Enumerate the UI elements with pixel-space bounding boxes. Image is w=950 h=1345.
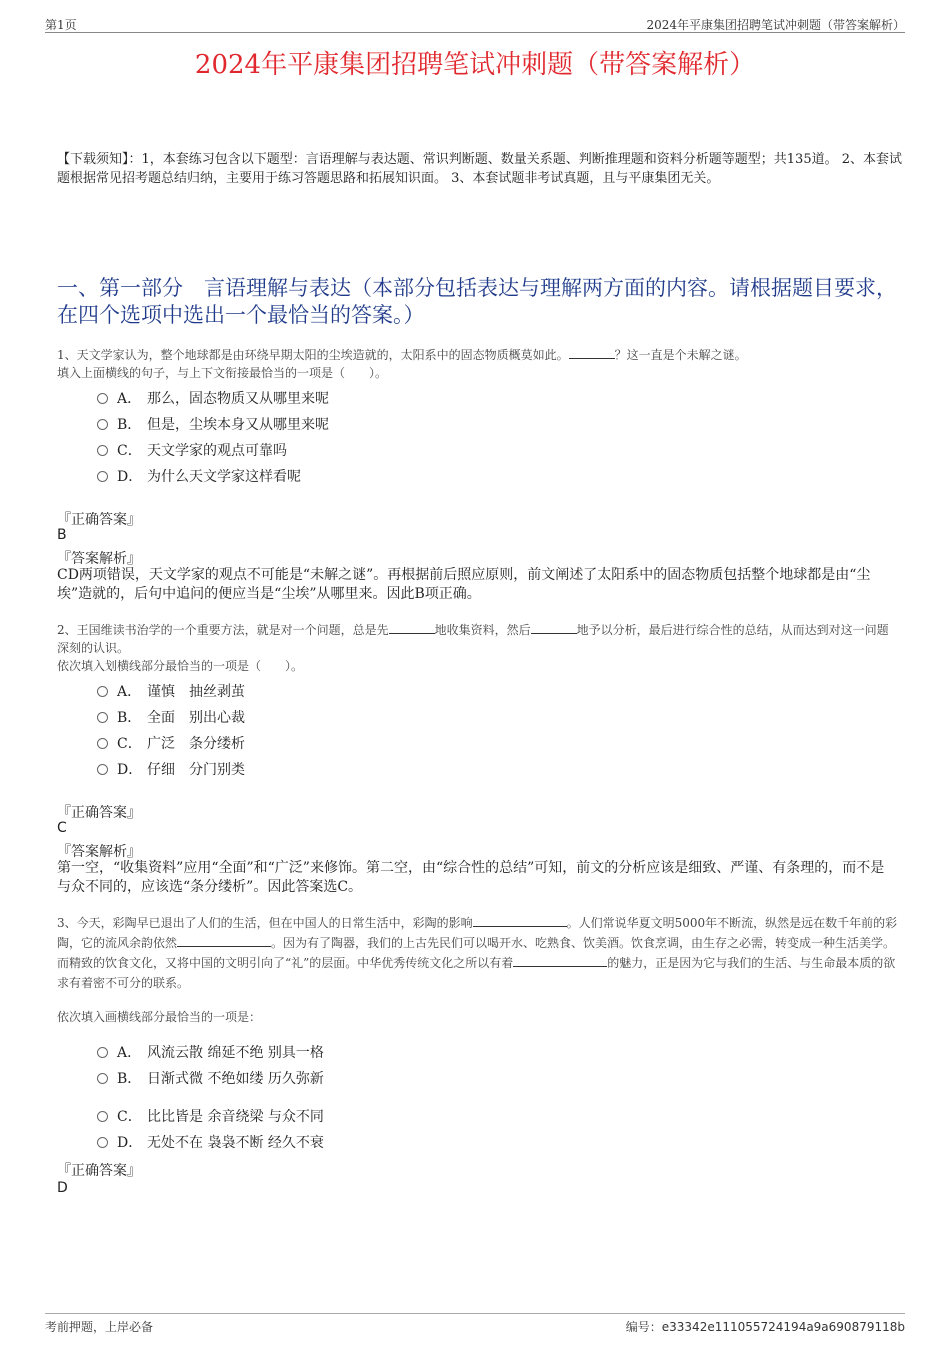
option-letter: B． (117, 417, 142, 433)
footer-code-label: 编号： (625, 1320, 662, 1334)
option-letter: A． (117, 684, 142, 700)
q1-analysis-label: 『答案解析』 (57, 551, 141, 567)
option-text: 日渐式微 不绝如缕 历久弥新 (147, 1071, 324, 1087)
q1-stem-part: ？这一直是个未解之谜。 (614, 348, 747, 362)
q1-option-a[interactable] (97, 385, 329, 411)
option-text: 但是，尘埃本身又从哪里来呢 (147, 417, 329, 433)
option-text: 全面 别出心裁 (147, 710, 245, 726)
footer-code-value: e33342e111055724194a9a690879118b (661, 1320, 905, 1334)
radio-icon[interactable] (97, 419, 108, 430)
q3-stem-instruction: 依次填入画横线部分最恰当的一项是： (57, 1010, 262, 1024)
radio-icon[interactable] (97, 738, 108, 749)
q3-blank (473, 926, 567, 927)
question-2-options (97, 678, 245, 782)
q2-analysis: 第一空，“收集资料”应用“全面”和“广泛”来修饰。第二空，由“综合性的总结”可知，前文的分析应该是细致、严谨、有条理的，而不是与众不同的，应该选“条分缕析”。因此答案选C。 (57, 860, 885, 895)
q3-stem-part: 。人们常说华夏文明5000年不断流，纵然是远在数千年前的彩陶，它的流风余韵依然 (57, 916, 898, 950)
option-text: 天文学家的观点可靠吗 (147, 443, 287, 459)
q3-stem-part: 。因为有了陶器，我们的上古先民们可以喝开水、吃熟食、饮美酒。饮食烹调，由生存之必需，转变成一种生活美学。而精致的饮食文化，又将中国的文明引向了“礼”的层面。中华优秀传统文化之所以有着 (57, 936, 896, 970)
q2-option-a[interactable] (97, 678, 245, 704)
q3-blank (513, 966, 607, 967)
option-text: 无处不在 袅袅不断 经久不衰 (147, 1135, 324, 1151)
radio-icon[interactable] (97, 712, 108, 723)
q1-stem-part: 1、天文学家认为，整个地球都是由环绕早期太阳的尘埃造就的，太阳系中的固态物质概莫如此。 (57, 348, 569, 362)
footer-code (626, 1318, 905, 1335)
q3-stem-part: 3、今天，彩陶早已退出了人们的生活，但在中国人的日常生活中，彩陶的影响 (57, 916, 473, 930)
q1-option-d[interactable] (97, 463, 329, 489)
q2-blank (531, 633, 577, 634)
q2-blank (389, 633, 435, 634)
radio-icon[interactable] (97, 393, 108, 404)
q1-option-c[interactable] (97, 437, 329, 463)
q1-stem-instruction: 填入上面横线的句子，与上下文衔接最恰当的一项是（ ）。 (57, 366, 388, 380)
question-1-stem (57, 346, 899, 382)
q3-option-a[interactable] (97, 1039, 324, 1065)
option-letter: C． (117, 736, 142, 752)
footer-slogan: 考前押题，上岸必备 (45, 1320, 154, 1334)
option-letter: C． (117, 1109, 142, 1125)
radio-icon[interactable] (97, 1073, 108, 1084)
q3-stem-part: 的魅力，正是因为它与我们的生活、与生命最本质的欲求有着密不可分的联系。 (57, 956, 896, 990)
question-3-options-bottom (97, 1103, 324, 1155)
option-text: 谨慎 抽丝剥茧 (147, 684, 245, 700)
q3-option-b[interactable] (97, 1065, 324, 1091)
q2-option-b[interactable] (97, 704, 245, 730)
question-3-options-top (97, 1039, 324, 1091)
q3-option-d[interactable] (97, 1129, 324, 1155)
q2-stem-part: 2、王国维读书治学的一个重要方法，就是对一个问题，总是先 (57, 623, 389, 637)
q2-option-c[interactable] (97, 730, 245, 756)
question-2-stem (57, 621, 899, 675)
radio-icon[interactable] (97, 471, 108, 482)
q3-blank (177, 946, 271, 947)
radio-icon[interactable] (97, 1111, 108, 1122)
page-title: 2024年平康集团招聘笔试冲刺题（带答案解析） (194, 50, 756, 80)
radio-icon[interactable] (97, 1137, 108, 1148)
q2-analysis-label: 『答案解析』 (57, 844, 141, 860)
q1-analysis: CD两项错误，天文学家的观点不可能是“未解之谜”。再根据前后照应原则，前文阐述了太阳系中的固态物质包括整个地球都是由“尘埃”造就的，后句中追问的便应当是“尘埃”从哪里来。因此B项正确。 (57, 567, 871, 602)
q1-blank (569, 358, 615, 359)
q2-stem-part: 地予以分析，最后进行综合性的总结，从而达到对这一问题深刻的认识。 (57, 623, 889, 655)
q3-answer-label: 『正确答案』 (57, 1163, 141, 1179)
option-letter: B． (117, 1071, 142, 1087)
q2-stem-instruction: 依次填入划横线部分最恰当的一项是（ ）。 (57, 659, 304, 673)
radio-icon[interactable] (97, 686, 108, 697)
option-text: 为什么天文学家这样看呢 (147, 469, 301, 485)
radio-icon[interactable] (97, 445, 108, 456)
q2-option-d[interactable] (97, 756, 245, 782)
radio-icon[interactable] (97, 764, 108, 775)
q1-option-b[interactable] (97, 411, 329, 437)
q1-answer-label: 『正确答案』 (57, 512, 141, 528)
header-doc-title: 2024年平康集团招聘笔试冲刺题（带答案解析） (646, 18, 905, 32)
option-text: 风流云散 绵延不绝 别具一格 (147, 1045, 324, 1061)
page-number: 第1页 (45, 18, 77, 32)
page-footer (45, 1313, 905, 1334)
option-text: 广泛 条分缕析 (147, 736, 245, 752)
option-letter: A． (117, 391, 142, 407)
q3-option-c[interactable] (97, 1103, 324, 1129)
q3-answer: D (57, 1180, 68, 1196)
option-text: 比比皆是 余音绕梁 与众不同 (147, 1109, 324, 1125)
question-1-options (97, 385, 329, 489)
option-letter: D． (117, 762, 143, 778)
q1-answer: B (57, 527, 67, 543)
option-letter: D． (117, 469, 143, 485)
q2-stem-part: 地收集资料，然后 (434, 623, 531, 637)
download-notice: 【下载须知】：1，本套练习包含以下题型：言语理解与表达题、常识判断题、数量关系题、判断推理题和资料分析题等题型；共135道。 2、本套试题根据常见招考题总结归纳，主要用于练习答题思路和拓展知识面。 3、本套试题非考试真题，且与平康集团无关。 (57, 152, 902, 186)
option-text: 那么，固态物质又从哪里来呢 (147, 391, 329, 407)
option-letter: A． (117, 1045, 142, 1061)
question-3-stem (57, 913, 899, 993)
section-heading: 一、第一部分 言语理解与表达（本部分包括表达与理解两方面的内容。请根据题目要求，在四个选项中选出一个最恰当的答案。） (57, 276, 897, 327)
radio-icon[interactable] (97, 1047, 108, 1058)
option-text: 仔细 分门别类 (147, 762, 245, 778)
option-letter: C． (117, 443, 142, 459)
option-letter: D． (117, 1135, 143, 1151)
q2-answer-label: 『正确答案』 (57, 805, 141, 821)
page-header (45, 14, 905, 33)
q2-answer: C (57, 820, 67, 836)
option-letter: B． (117, 710, 142, 726)
